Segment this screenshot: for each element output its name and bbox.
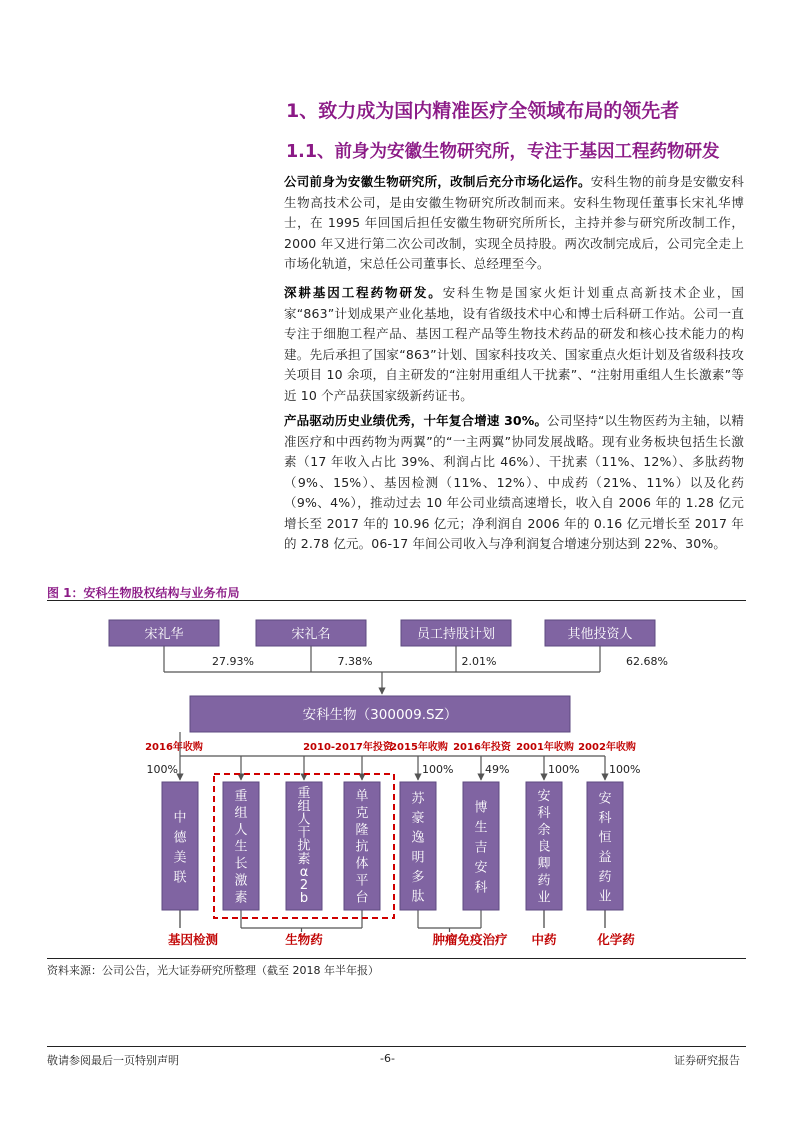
business-segment: 化学药 xyxy=(597,932,635,947)
subsidiary-box xyxy=(162,782,198,910)
acquisition-note: 2016年投资 xyxy=(453,742,511,753)
business-segment: 中药 xyxy=(531,932,557,947)
business-segment: 肿瘤免疫治疗 xyxy=(432,932,508,947)
shareholder-name: 员工持股计划 xyxy=(416,627,496,642)
subsidiary-pct: 100% xyxy=(548,763,580,776)
subsidiary-name: 苏豪逸明多肽 xyxy=(411,791,425,905)
acquisition-note: 2016年收购 xyxy=(145,742,203,753)
shareholding-pct: 7.38% xyxy=(337,655,373,668)
ownership-chart xyxy=(47,600,746,960)
subsidiary-name: 博生吉安科 xyxy=(474,800,488,896)
business-segment: 基因检测 xyxy=(167,932,219,947)
subsidiary-name: 单克隆抗体平台 xyxy=(355,789,369,906)
subsidiary-pct: 100% xyxy=(422,763,454,776)
subsidiary-name: 重组人生长激素 xyxy=(234,789,248,906)
subsidiary-name: 中德美联 xyxy=(173,810,187,886)
paragraph-body: 安科生物是国家火炬计划重点高新技术企业，国家“863”计划成果产业化基地，设有省级技术中心和博士后科研工作站。公司一直专注于细胞工程产品、基因工程产品等生物技术药品的研发和核心技术能力的构建。先后承担了国家“863”计划、国家科技攻关、国家重点火炬计划及省级科技攻关项目 10 余项，自主研发的“注射用重组人干扰素”、“注射用重组人生长激素”等近 10 个产品获国家级新药证书。 xyxy=(284,285,744,403)
acquisition-note: 2015年收购 xyxy=(390,742,448,753)
figure-bottom-rule xyxy=(47,958,746,959)
paragraph-body: 安科生物的前身是安徽安科生物高技术公司，是由安徽生物研究所改制而来。安科生物现任董事长宋礼华博士，在 1995 年回国后担任安徽生物研究所所长，主持并参与研究所改制工作，2000 年又进行第二次公司改制，实现全员持股。两次改制完成后，公司完全走上市场化轨道，宋总任公司董事长、总经理至今。 xyxy=(284,174,744,271)
paragraph-lead: 产品驱动历史业绩优秀，十年复合增速 30%。 xyxy=(284,413,548,428)
subsidiary-pct: 49% xyxy=(485,763,510,776)
subsidiary-name: 安科余良卿药业 xyxy=(537,789,551,906)
page-number: -6- xyxy=(380,1052,395,1065)
shareholder-name: 其他投资人 xyxy=(567,627,633,642)
acquisition-note: 2002年收购 xyxy=(578,742,636,753)
figure-source: 资料来源：公司公告，光大证券研究所整理（截至 2018 年半年报） xyxy=(47,964,379,977)
shareholding-pct: 62.68% xyxy=(626,655,668,668)
paragraph-lead: 公司前身为安徽生物研究所，改制后充分市场化运作。 xyxy=(284,174,591,189)
footer-disclaimer: 敬请参阅最后一页特别声明 xyxy=(47,1054,179,1067)
section-heading: 1、致力成为国内精准医疗全领域布局的领先者 xyxy=(286,100,680,122)
footer-report-type: 证券研究报告 xyxy=(674,1054,740,1067)
company-name: 安科生物（300009.SZ） xyxy=(302,707,458,723)
paragraph-rnd xyxy=(284,283,744,406)
paragraph-body: 公司坚持“以生物医药为主轴，以精准医疗和中西药物为两翼”的“一主两翼”协同发展战略。现有业务板块包括生长激素（17 年收入占比 39%、利润占比 46%）、干扰素（11%、12%）、多肽药物（9%、15%）、基因检测（11%、12%）、中成药（21%、11%）以及化药（9%、4%），推动过去 10 年公司业绩高速增长，收入自 2006 年的 1.28 亿元增长至 2017 年的 10.96 亿元；净利润自 2006 年的 0.16 亿元增长至 2017 年的 2.78 亿元。06-17 年间公司收入与净利润复合增速分别达到 22%、30%。 xyxy=(284,413,744,551)
paragraph-history xyxy=(284,172,744,275)
subsidiary-pct: 100% xyxy=(146,763,178,776)
subsidiary-pct: 100% xyxy=(609,763,641,776)
subsection-heading: 1.1、前身为安徽生物研究所，专注于基因工程药物研发 xyxy=(286,142,720,162)
shareholding-pct: 27.93% xyxy=(212,655,254,668)
shareholding-pct: 2.01% xyxy=(461,655,497,668)
footer-rule xyxy=(47,1046,746,1047)
subsidiary-name: 安科恒益药业 xyxy=(598,791,612,905)
business-segment: 生物药 xyxy=(285,932,323,947)
shareholder-name: 宋礼名 xyxy=(291,627,331,642)
paragraph-lead: 深耕基因工程药物研发。 xyxy=(284,285,443,300)
shareholder-name: 宋礼华 xyxy=(144,627,184,642)
acquisition-note: 2001年收购 xyxy=(516,742,574,753)
acquisition-note: 2010-2017年投资 xyxy=(303,742,393,753)
paragraph-performance xyxy=(284,411,744,555)
subsidiary-name: 重组人干扰素 α 2 b xyxy=(297,786,311,907)
figure-title: 图 1：安科生物股权结构与业务布局 xyxy=(47,586,240,600)
